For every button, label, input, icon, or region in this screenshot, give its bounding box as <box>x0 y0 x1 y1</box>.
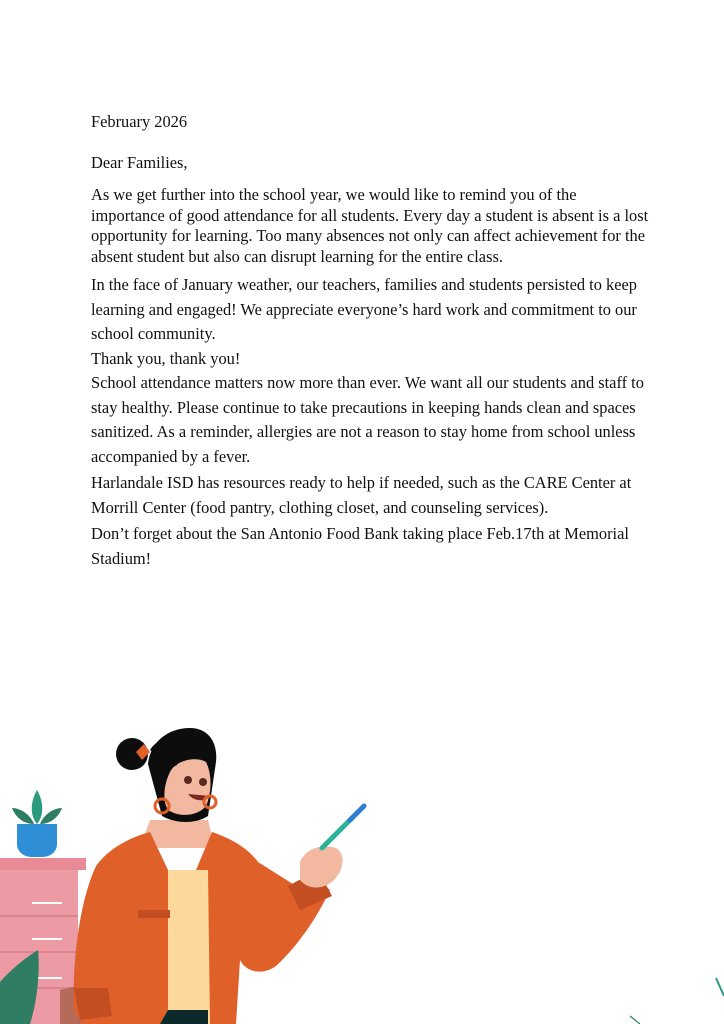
paragraph-january: In the face of January weather, our teachers, families and students persisted to keep learning and engaged! We appreciate everyone’s hard work and commitment to our school community. <box>91 275 637 343</box>
teacher-illustration <box>0 720 724 1024</box>
leaf-stroke-icon <box>716 978 724 996</box>
letter-salutation: Dear Families, <box>91 152 188 172</box>
paragraph-attendance: As we get further into the school year, we would like to remind you of the importance of good attendance for all students. Every day a student is absent is a lost opportunity for learning. Too many absences not only can affect achievement for the absent student but also can disrupt learning for the entire class. <box>91 185 649 266</box>
pen-icon <box>322 818 352 848</box>
potted-plant-icon <box>12 790 62 857</box>
letter-date: February 2026 <box>91 112 188 131</box>
paragraph-food-bank: Don’t forget about the San Antonio Food Bank taking place Feb.17th at Memorial Stadium! <box>91 524 629 568</box>
paragraph-thanks: Thank you, thank you! <box>91 348 241 368</box>
teacher-head <box>116 728 216 822</box>
paragraph-health: School attendance matters now more than ever. We want all our students and staff to stay healthy. Please continue to take precautions in keeping hands clean and spaces sanitized. As a reminder, allergies are not a reason to stay home from school unless accompanied by a fever. <box>91 373 644 466</box>
leaf-stroke-icon <box>630 1016 640 1024</box>
paragraph-resources: Harlandale ISD has resources ready to help if needed, such as the CARE Center at Morrill Center (food pantry, clothing closet, and counseling services). <box>91 473 632 517</box>
teacher-figure <box>74 806 364 1024</box>
letter <box>91 112 651 577</box>
